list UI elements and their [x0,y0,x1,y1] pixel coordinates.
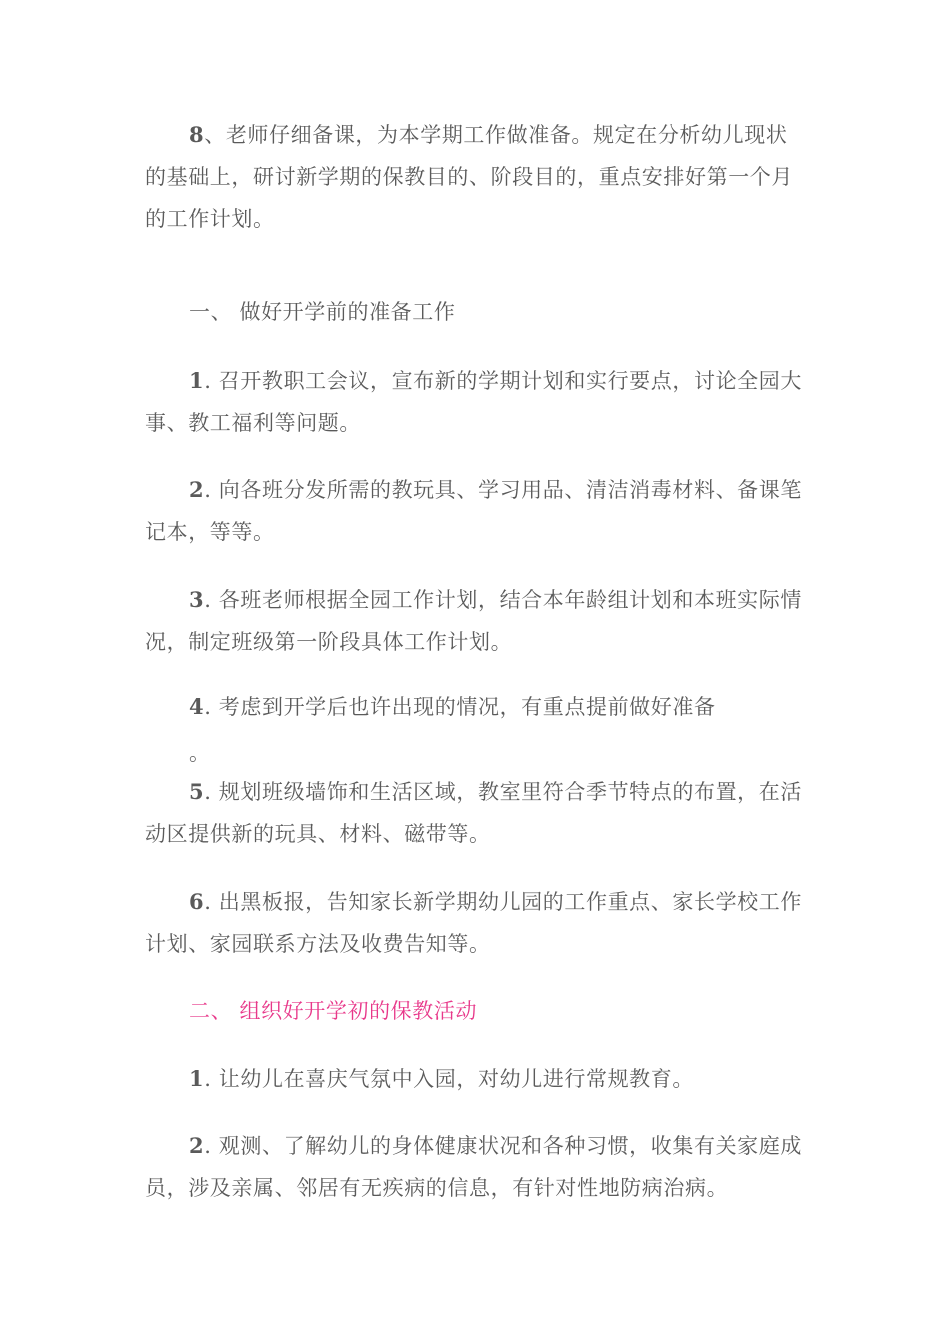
paragraph-text: . 考虑到开学后也许出现的情况，有重点提前做好准备 [204,695,716,719]
paragraph-section1-item4 [145,686,807,728]
paragraph-text: . 召开教职工会议，宣布新的学期计划和实行要点，讨论全园大事、教工福利等问题。 [145,369,802,435]
paragraph-text: 、老师仔细备课，为本学期工作做准备。规定在分析幼儿现状的基础上，研讨新学期的保教目的、阶段目的，重点安排好第一个月的工作计划。 [145,123,793,231]
paragraph-text: . 观测、了解幼儿的身体健康状况和各种习惯，收集有关家庭成员，涉及亲属、邻居有无疾病的信息，有针对性地防病治病。 [145,1134,802,1200]
paragraph-text: . 各班老师根据全园工作计划，结合本年龄组计划和本班实际情况，制定班级第一阶段具体工作计划。 [145,588,802,654]
paragraph-text: . 让幼儿在喜庆气氛中入园，对幼儿进行常规教育。 [204,1067,694,1091]
item-number: 4 [189,694,205,719]
item-number: 2 [189,1133,205,1158]
paragraph-text: . 出黑板报，告知家长新学期幼儿园的工作重点、家长学校工作计划、家园联系方法及收费告知等。 [145,890,802,956]
paragraph-section1-item5 [145,771,807,855]
paragraph-section2-item1 [145,1058,807,1100]
trailing-period: 。 [189,741,210,765]
paragraph-section1-item2 [145,469,807,553]
item-number: 5 [189,779,205,804]
paragraph-8 [145,114,807,240]
section-heading-preparation: 一、 做好开学前的准备工作 [189,300,456,324]
paragraph-section1-item6 [145,881,807,965]
paragraph-text: . 向各班分发所需的教玩具、学习用品、清洁消毒材料、备课笔记本，等等。 [145,478,802,544]
item-number: 1 [189,368,205,393]
paragraph-section2-item2 [145,1125,807,1209]
item-number: 1 [189,1066,205,1091]
item-number: 3 [189,587,205,612]
section-heading-activities: 二、 组织好开学初的保教活动 [189,999,478,1023]
item-number: 8 [189,122,205,147]
paragraph-section1-item1 [145,360,807,444]
paragraph-section1-item3 [145,579,807,663]
paragraph-text: . 规划班级墙饰和生活区域，教室里符合季节特点的布置，在活动区提供新的玩具、材料、磁带等。 [145,780,802,846]
item-number: 6 [189,889,205,914]
item-number: 2 [189,477,205,502]
